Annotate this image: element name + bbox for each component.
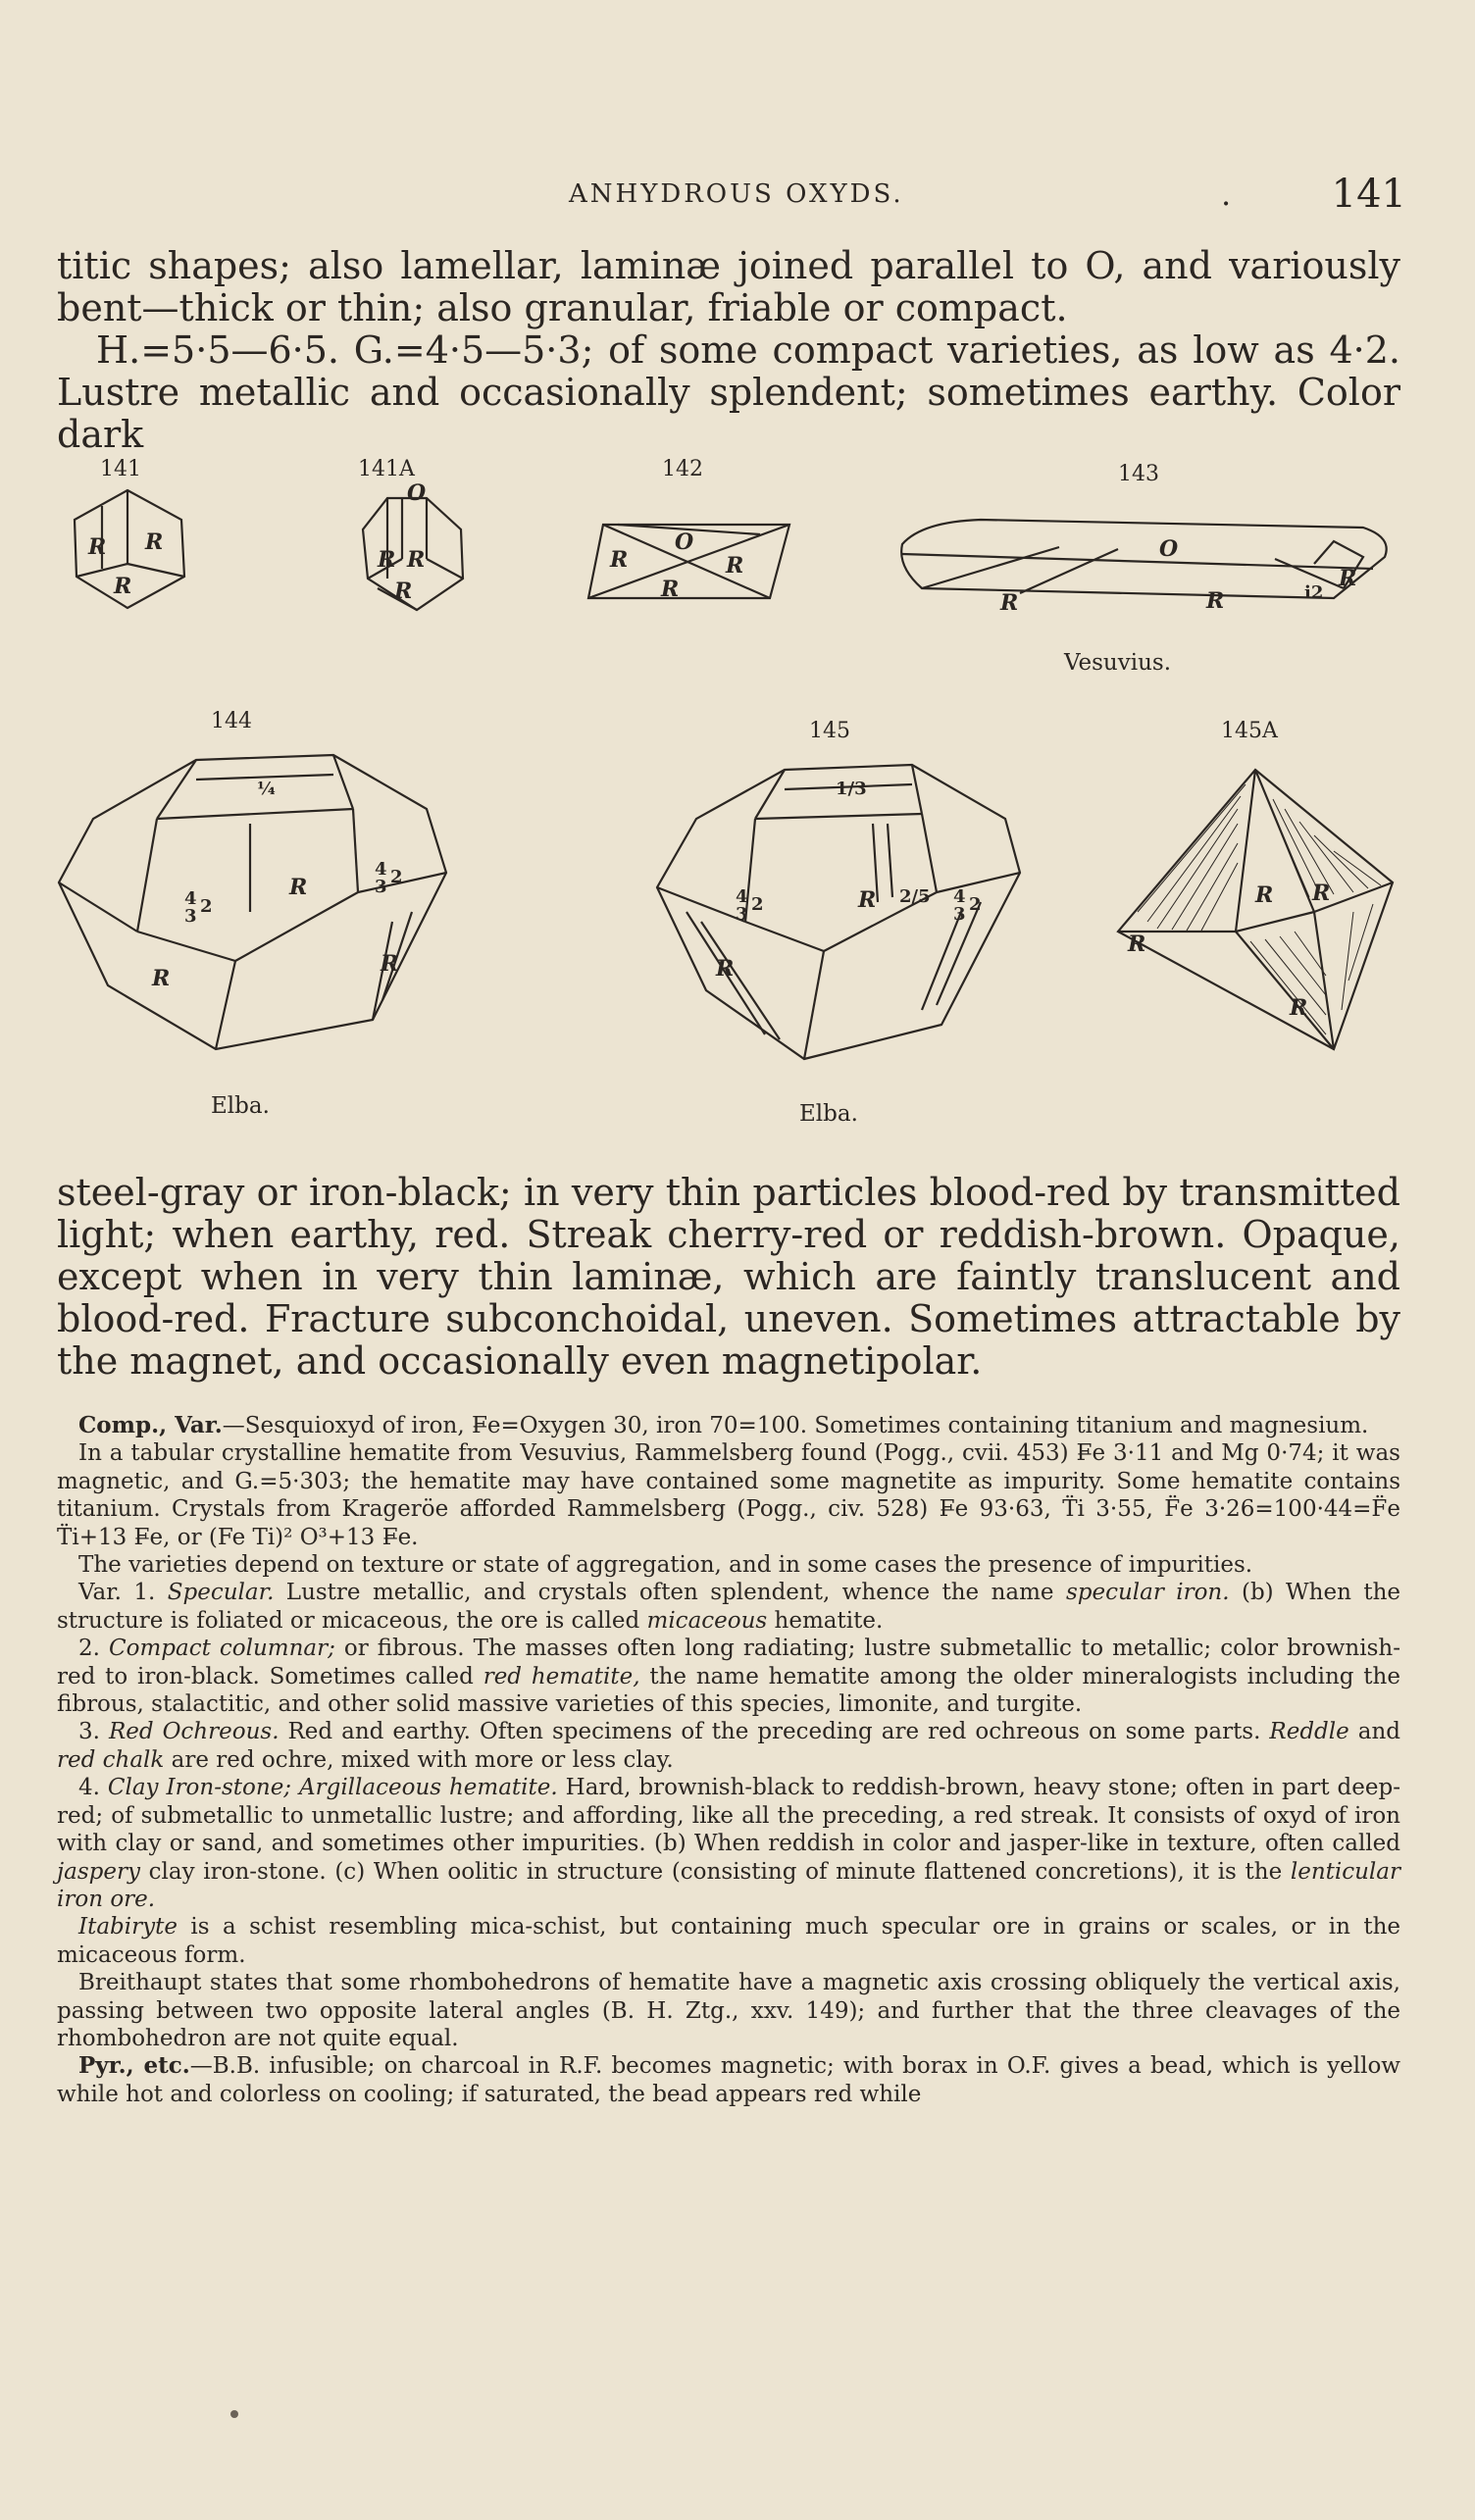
crystal-figures-svg [39, 451, 1442, 1137]
var2-number: 2. [78, 1636, 109, 1662]
figure-141-number: 141 [100, 457, 141, 481]
var2-text: the name hematite among the older mineralogists including the fibrous, stalactitic, and other solid massive varieties of this species, limonite, and turgite. [57, 1663, 1400, 1718]
face-label-o: O [675, 529, 694, 555]
face-label: R [114, 574, 132, 599]
comp-text: —Sesquioxyd of iron, F̶e=Oxygen 30, iron 70=100. Sometimes containing titanium and magnesium. [222, 1413, 1369, 1438]
face-label: R [289, 875, 308, 900]
pyr-label: Pyr., etc. [78, 2052, 190, 2080]
face-label: R [1128, 932, 1146, 957]
face-label-fraction: 2 [969, 894, 982, 915]
lead-paragraph-2: H.=5·5—6·5. G.=4·5—5·3; of some compact varieties, as low as 4·2. Lustre metallic and occasionally splendent; sometimes earthy. Color dark [57, 328, 1400, 456]
running-title: ANHYDROUS OXYDS. [569, 179, 904, 209]
face-label-fraction: 3 [953, 904, 966, 925]
breithaupt-paragraph: Breithaupt states that some rhombohedrons of hematite have a magnetic axis crossing obliquely the vertical axis, passing between two opposite lateral angles (B. H. Ztg., xxv. 149); and further that the three cleavages of the rhombohedron are not quite equal. [57, 1970, 1400, 2051]
face-label: R [858, 887, 877, 913]
face-label: R [1290, 995, 1308, 1021]
face-label: R [1339, 566, 1357, 591]
face-label: R [394, 579, 413, 604]
figure-144-number: 144 [211, 709, 252, 733]
figure-142-number: 142 [662, 457, 703, 481]
var3-term: red chalk [57, 1746, 165, 1773]
comp-label: Comp., Var. [78, 1412, 223, 1438]
comp-paragraph [57, 1412, 1400, 1439]
var3-text: Red and earthy. Often specimens of the preceding are red ochreous on some parts. [279, 1719, 1270, 1745]
figure-141a-number: 141A [358, 457, 415, 481]
var4-paragraph [57, 1774, 1400, 1913]
itabiryte-term: Itabiryte [78, 1914, 178, 1940]
var2-name: Compact columnar; [109, 1636, 335, 1662]
figure-145a-number: 145A [1221, 719, 1278, 743]
face-label-quarter: ¼ [257, 779, 276, 799]
var4-text: Hard, brownish-black to reddish-brown, heavy stone; often in part deep-red; of submetallic to unmetallic lustre; and affording, like all the preceding, a red streak. It consists of oxyd of iron with clay or sand, and sometimes other impurities. (b) When reddish in color and jasper-like in texture, often called [57, 1775, 1400, 1857]
var3-text: and [1348, 1719, 1400, 1745]
var2-text: or fibrous. The masses often long radiating; lustre submetallic to metallic; color brownish-red to iron-black. Sometimes called [57, 1636, 1400, 1689]
header-dot: . [1221, 176, 1232, 213]
figure-143-number: 143 [1118, 462, 1159, 486]
lead-paragraph-1: titic shapes; also lamellar, laminæ joined parallel to O, and variously bent—thick or thin; also granular, friable or compact. [57, 244, 1400, 329]
var3-number: 3. [78, 1719, 109, 1745]
running-header [569, 172, 1406, 221]
face-label-fraction: 3 [736, 904, 748, 925]
face-label-fraction: 2 [390, 867, 403, 887]
face-label: R [661, 577, 680, 602]
face-label: R [1255, 882, 1274, 908]
face-label: R [716, 956, 735, 982]
page-number: 141 [1331, 172, 1406, 217]
face-label: R [1000, 590, 1019, 616]
face-label: R [610, 547, 629, 573]
itabiryte-paragraph [57, 1913, 1400, 1969]
var1-text: Lustre metallic, and crystals often splendent, whence the name [274, 1580, 1066, 1606]
face-label-fraction: 3 [375, 877, 387, 897]
figure-143-caption: Vesuvius. [1064, 650, 1172, 676]
face-label-fraction: 4 [736, 886, 748, 907]
var4-term: jaspery [57, 1858, 140, 1885]
face-label-fraction: 4 [184, 888, 197, 909]
figure-144 [59, 755, 446, 1049]
face-label-fraction: 2/5 [899, 886, 931, 907]
face-label: R [88, 534, 107, 560]
figure-144-caption: Elba. [211, 1093, 270, 1119]
tabular-paragraph: In a tabular crystalline hematite from Vesuvius, Rammelsberg found (Pogg., cvii. 453) F̶e 3·11 and Mg 0·74; it was magnetic, and G.=5·303; the hematite may have contained some magnetite as impurity. Some hematite contains titanium. Crystals from Krageröe afforded Rammelsberg (Pogg., civ. 528) F̶e 93·63, T̈i 3·55, F̈e 3·26=100·44=F̈e T̈i+13 F̶e, or (Fe Ti)² O³+13 F̶e. [57, 1440, 1400, 1550]
var1-text: hematite. [767, 1607, 884, 1634]
pyr-paragraph [57, 2052, 1400, 2108]
face-label: R [152, 966, 171, 991]
face-label: R [378, 547, 396, 573]
face-label: R [726, 553, 744, 579]
var3-paragraph [57, 1718, 1400, 1774]
var1-term: micaceous [646, 1607, 768, 1634]
var1-text: (b) When the structure is foliated or micaceous, the ore is called [57, 1580, 1400, 1634]
var4-number: 4. [78, 1775, 108, 1801]
varieties-paragraph: The varieties depend on texture or state of aggregation, and in some cases the presence of impurities. [78, 1552, 1253, 1579]
face-label-fraction: 2 [751, 894, 764, 915]
lead-text [57, 245, 1400, 456]
figure-145-number: 145 [809, 719, 850, 743]
face-label: R [407, 547, 426, 573]
var4-term: lenticular iron ore. [57, 1858, 1400, 1912]
var3-text: are red ochre, mixed with more or less clay. [164, 1746, 674, 1773]
figure-145-caption: Elba. [799, 1101, 858, 1127]
face-label-o: O [1159, 536, 1179, 562]
itabiryte-text: is a schist resembling mica-schist, but containing much specular ore in grains or scales, or in the micaceous form. [57, 1914, 1400, 1968]
face-label-fraction: 2 [200, 896, 213, 917]
var1-number: Var. 1. [78, 1580, 168, 1606]
description-paragraph: steel-gray or iron-black; in very thin particles blood-red by transmitted light; when earthy, red. Streak cherry-red or reddish-brown. Opaque, except when in very thin laminæ, which are faintly translucent and blood-red. Fracture subconchoidal, uneven. Sometimes attractable by the magnet, and occasionally even magnetipolar. [57, 1171, 1400, 1383]
face-label-fraction: 4 [375, 859, 387, 880]
var2-paragraph [57, 1635, 1400, 1718]
face-label-fraction: 3 [184, 906, 197, 927]
composition-section [57, 1412, 1400, 2108]
paper-speck [230, 2410, 238, 2418]
face-label-fraction: 1/3 [836, 779, 867, 799]
face-label: R [145, 529, 164, 555]
face-label-fraction: 4 [953, 886, 966, 907]
var3-term: Reddle [1269, 1719, 1349, 1745]
var2-term: red hematite, [483, 1663, 640, 1689]
var1-name: Specular. [167, 1580, 275, 1606]
figure-145a [1118, 770, 1393, 1049]
face-label-o: O [407, 480, 427, 506]
var1-term: specular iron. [1065, 1580, 1230, 1606]
description-text [57, 1172, 1400, 1383]
var3-name: Red Ochreous. [108, 1719, 280, 1745]
face-label: R [1206, 588, 1225, 614]
var1-paragraph [57, 1579, 1400, 1635]
face-label-i2: i2 [1304, 582, 1324, 603]
face-label: R [1312, 881, 1331, 906]
var4-text: clay iron-stone. (c) When oolitic in structure (consisting of minute flattened concretions), it is the [139, 1858, 1291, 1885]
var4-name: Clay Iron-stone; Argillaceous hematite. [107, 1775, 558, 1801]
pyr-text: —B.B. infusible; on charcoal in R.F. becomes magnetic; with borax in O.F. gives a bead, which is yellow while hot and colorless on cooling; if saturated, the bead appears red while [57, 2053, 1400, 2107]
face-label: R [381, 951, 399, 977]
crystal-figures [39, 451, 1442, 1137]
